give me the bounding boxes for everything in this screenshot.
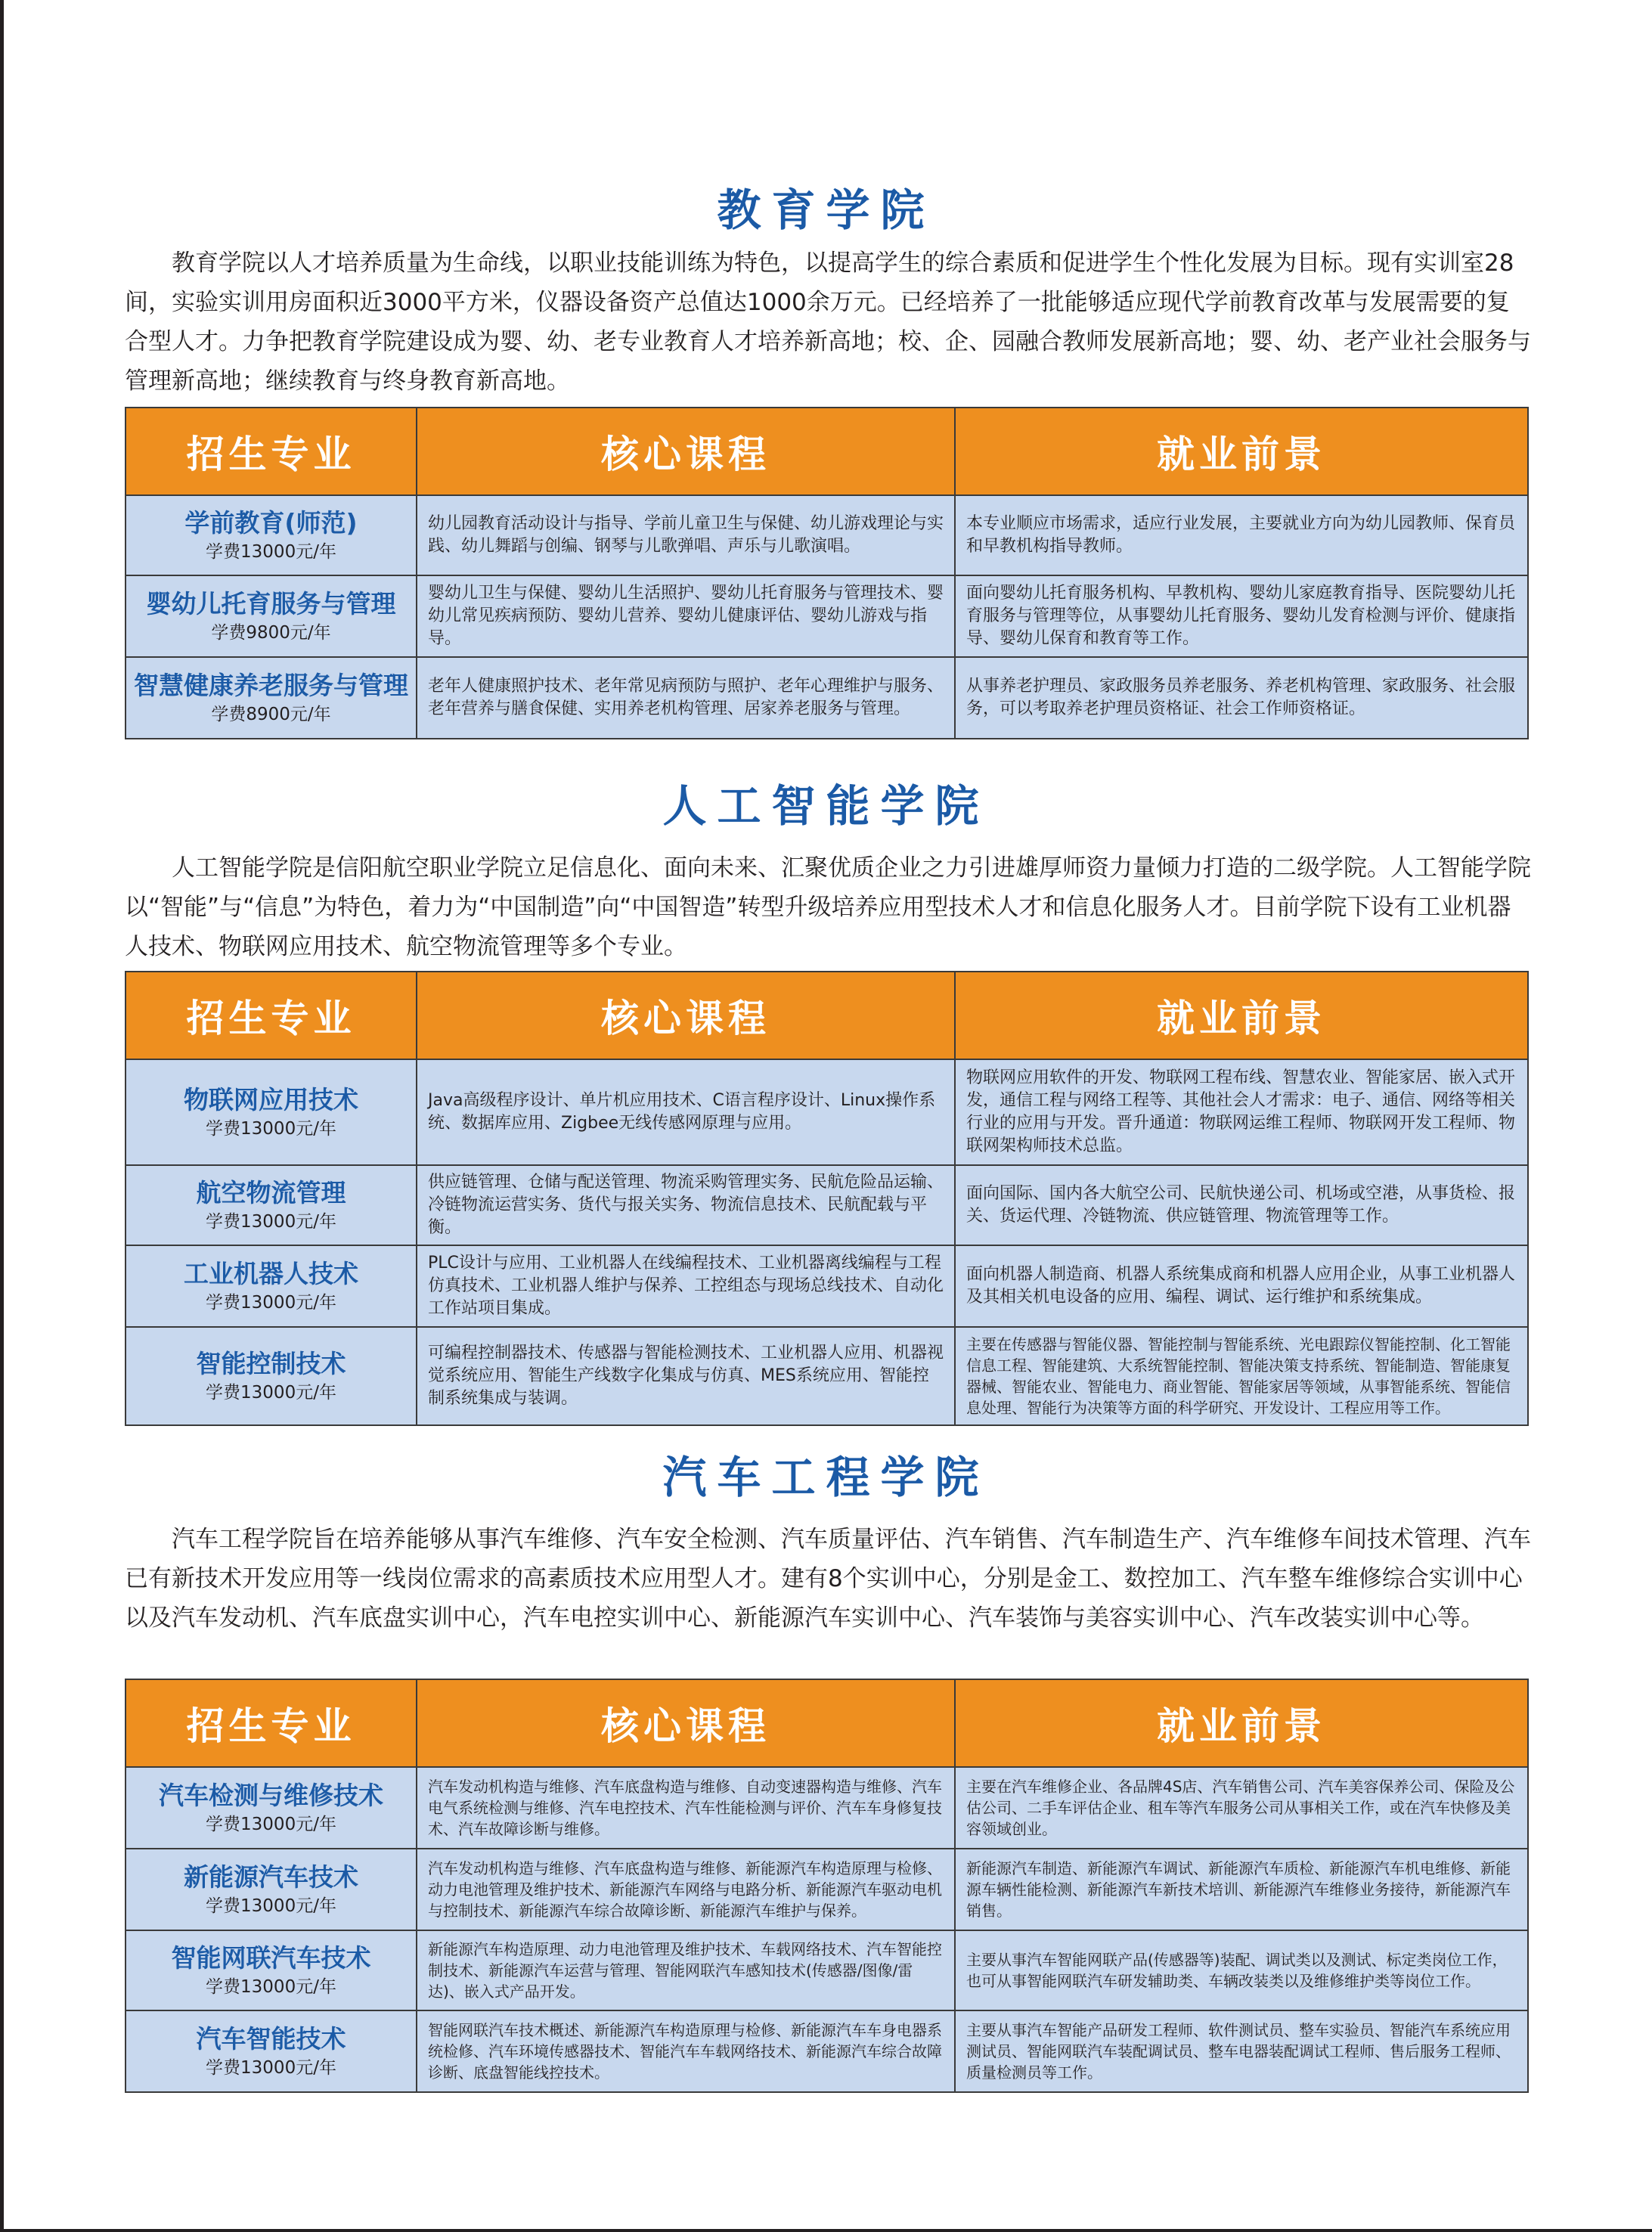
job-cell: 新能源汽车制造、新能源汽车调试、新能源汽车质检、新能源汽车机电维修、新能源车辆性能检测、新能源汽车新技术培训、新能源汽车维修业务接待，新能源汽车销售。 (955, 1849, 1528, 1930)
major-cell (126, 1059, 417, 1165)
table-row (126, 1930, 1528, 2010)
major-name: 智能控制技术 (196, 1349, 346, 1378)
header-course: 核心课程 (417, 972, 955, 1059)
major-cell (126, 2010, 417, 2092)
course-cell: PLC设计与应用、工业机器人在线编程技术、工业机器离线编程与工程仿真技术、工业机器人维护与保养、工控组态与现场总线技术、自动化工作站项目集成。 (417, 1245, 955, 1327)
job-cell: 面向国际、国内各大航空公司、民航快递公司、机场或空港，从事货检、报关、货运代理、冷链物流、供应链管理、物流管理等工作。 (955, 1165, 1528, 1245)
major-name: 航空物流管理 (196, 1178, 346, 1207)
job-cell: 本专业顺应市场需求，适应行业发展，主要就业方向为幼儿园教师、保育员和早教机构指导教师。 (955, 495, 1528, 575)
major-name: 工业机器人技术 (184, 1259, 358, 1288)
major-table (125, 971, 1529, 1426)
course-cell: 汽车发动机构造与维修、汽车底盘构造与维修、新能源汽车构造原理与检修、动力电池管理及维护技术、新能源汽车网络与电路分析、新能源汽车驱动电机与控制技术、新能源汽车综合故障诊断、新能源汽车维护与保养。 (417, 1849, 955, 1930)
section-intro: 人工智能学院是信阳航空职业学院立足信息化、面向未来、汇聚优质企业之力引进雄厚师资力量倾力打造的二级学院。人工智能学院以“智能”与“信息”为特色，着力为“中国制造”向“中国智造”转型升级培养应用型技术人才和信息化服务人才。目前学院下设有工业机器人技术、物联网应用技术、航空物流管理等多个专业。 (125, 854, 1531, 960)
table-row (126, 1059, 1528, 1165)
job-cell: 从事养老护理员、家政服务员养老服务、养老机构管理、家政服务、社会服务，可以考取养老护理员资格证、社会工作师资格证。 (955, 657, 1528, 739)
job-cell: 物联网应用软件的开发、物联网工程布线、智慧农业、智能家居、嵌入式开发，通信工程与网络工程等、其他社会人才需求：电子、通信、网络等相关行业的应用与开发。晋升通道：物联网运维工程师、物联网开发工程师、物联网架构师技术总监。 (955, 1059, 1528, 1165)
header-course: 核心课程 (417, 1679, 955, 1767)
course-cell: 汽车发动机构造与维修、汽车底盘构造与维修、自动变速器构造与维修、汽车电气系统检测与维修、汽车电控技术、汽车性能检测与评价、汽车车身修复技术、汽车故障诊断与维修。 (417, 1767, 955, 1849)
major-fee: 学费13000元/年 (206, 1896, 336, 1916)
course-cell: 幼儿园教育活动设计与指导、学前儿童卫生与保健、幼儿游戏理论与实践、幼儿舞蹈与创编、钢琴与儿歌弹唱、声乐与儿歌演唱。 (417, 495, 955, 575)
major-fee: 学费13000元/年 (206, 1977, 336, 1997)
bottom-border (0, 2229, 1652, 2232)
major-name: 智慧健康养老服务与管理 (134, 671, 408, 700)
major-fee: 学费8900元/年 (211, 705, 331, 724)
table-header (126, 972, 1528, 1059)
major-fee: 学费13000元/年 (206, 2058, 336, 2078)
section-title: 人工智能学院 (662, 780, 990, 832)
job-cell: 面向婴幼儿托育服务机构、早教机构、婴幼儿家庭教育指导、医院婴幼儿托育服务与管理等位，从事婴幼儿托育服务、婴幼儿发育检测与评价、健康指导、婴幼儿保育和教育等工作。 (955, 575, 1528, 657)
major-name: 智能网联汽车技术 (171, 1943, 371, 1973)
header-job: 就业前景 (955, 972, 1528, 1059)
section-intro: 教育学院以人才培养质量为生命线，以职业技能训练为特色，以提高学生的综合素质和促进学生个性化发展为目标。现有实训室28间，实验实训用房面积近3000平方米，仪器设备资产总值达1000余万元。已经培养了一批能够适应现代学前教育改革与发展需要的复合型人才。力争把教育学院建设成为婴、幼、老专业教育人才培养新高地；校、企、园融合教师发展新高地；婴、幼、老产业社会服务与管理新高地；继续教育与终身教育新高地。 (125, 250, 1531, 395)
job-cell: 主要从事汽车智能网联产品(传感器等)装配、调试类以及测试、标定类岗位工作，也可从事智能网联汽车研发辅助类、车辆改装类以及维修维护类等岗位工作。 (955, 1930, 1528, 2010)
course-cell: Java高级程序设计、单片机应用技术、C语言程序设计、Linux操作系统、数据库应用、Zigbee无线传感网原理与应用。 (417, 1059, 955, 1165)
major-name: 学前教育(师范) (184, 508, 358, 538)
job-cell: 主要在传感器与智能仪器、智能控制与智能系统、光电跟踪仪智能控制、化工智能信息工程、智能建筑、大系统智能控制、智能决策支持系统、智能制造、智能康复器械、智能农业、智能电力、商业智能、智能家居等领域，从事智能系统、智能信息处理、智能行为决策等方面的科学研究、开发设计、工程应用等工作。 (955, 1327, 1528, 1425)
major-cell (126, 1327, 417, 1425)
major-fee: 学费13000元/年 (206, 1119, 336, 1139)
major-cell (126, 1767, 417, 1849)
major-cell (126, 495, 417, 575)
job-cell: 主要从事汽车智能产品研发工程师、软件测试员、整车实验员、智能汽车系统应用测试员、智能网联汽车装配调试员、整车电器装配调试工程师、售后服务工程师、质量检测员等工作。 (955, 2010, 1528, 2092)
table-row (126, 1165, 1528, 1245)
table-row (126, 1849, 1528, 1930)
major-cell (126, 1849, 417, 1930)
header-job: 就业前景 (955, 1679, 1528, 1767)
major-name: 物联网应用技术 (184, 1085, 358, 1114)
job-cell: 主要在汽车维修企业、各品牌4S店、汽车销售公司、汽车美容保养公司、保险及公估公司、二手车评估企业、租车等汽车服务公司从事相关工作，或在汽车快修及美容领域创业。 (955, 1767, 1528, 1849)
major-name: 新能源汽车技术 (184, 1862, 358, 1892)
major-table (125, 407, 1529, 739)
major-fee: 学费13000元/年 (206, 1815, 336, 1834)
table-row (126, 495, 1528, 575)
course-cell: 智能网联汽车技术概述、新能源汽车构造原理与检修、新能源汽车车身电器系统检修、汽车环境传感器技术、智能汽车车载网络技术、新能源汽车综合故障诊断、底盘智能线控技术。 (417, 2010, 955, 2092)
major-fee: 学费13000元/年 (206, 1293, 336, 1313)
course-cell: 婴幼儿卫生与保健、婴幼儿生活照护、婴幼儿托育服务与管理技术、婴幼儿常见疾病预防、婴幼儿营养、婴幼儿健康评估、婴幼儿游戏与指导。 (417, 575, 955, 657)
major-name: 汽车检测与维修技术 (159, 1781, 383, 1810)
left-border (0, 0, 4, 2232)
major-cell (126, 1245, 417, 1327)
header-job: 就业前景 (955, 408, 1528, 495)
major-name: 汽车智能技术 (196, 2024, 346, 2054)
table-row (126, 1767, 1528, 1849)
major-cell (126, 1165, 417, 1245)
table-header (126, 408, 1528, 495)
major-fee: 学费13000元/年 (206, 1383, 336, 1403)
major-cell (126, 575, 417, 657)
section-title: 教育学院 (717, 184, 935, 236)
header-major: 招生专业 (126, 408, 417, 495)
header-course: 核心课程 (417, 408, 955, 495)
major-fee: 学费9800元/年 (211, 623, 331, 643)
course-cell: 老年人健康照护技术、老年常见病预防与照护、老年心理维护与服务、老年营养与膳食保健、实用养老机构管理、居家养老服务与管理。 (417, 657, 955, 739)
course-cell: 供应链管理、仓储与配送管理、物流采购管理实务、民航危险品运输、冷链物流运营实务、货代与报关实务、物流信息技术、民航配载与平衡。 (417, 1165, 955, 1245)
section-intro: 汽车工程学院旨在培养能够从事汽车维修、汽车安全检测、汽车质量评估、汽车销售、汽车制造生产、汽车维修车间技术管理、汽车已有新技术开发应用等一线岗位需求的高素质技术应用型人才。建有8个实训中心，分别是金工、数控加工、汽车整车维修综合实训中心以及汽车发动机、汽车底盘实训中心，汽车电控实训中心、新能源汽车实训中心、汽车装饰与美容实训中心、汽车改装实训中心等。 (125, 1526, 1531, 1632)
major-cell (126, 1930, 417, 2010)
table-row (126, 1245, 1528, 1327)
major-fee: 学费13000元/年 (206, 1212, 336, 1232)
table-row (126, 1327, 1528, 1425)
table-row (126, 2010, 1528, 2092)
major-table (125, 1679, 1529, 2093)
major-cell (126, 657, 417, 739)
table-row (126, 657, 1528, 739)
table-row (126, 575, 1528, 657)
course-cell: 新能源汽车构造原理、动力电池管理及维护技术、车载网络技术、汽车智能控制技术、新能源汽车运营与管理、智能网联汽车感知技术(传感器/图像/雷达)、嵌入式产品开发。 (417, 1930, 955, 2010)
job-cell: 面向机器人制造商、机器人系统集成商和机器人应用企业，从事工业机器人及其相关机电设备的应用、编程、调试、运行维护和系统集成。 (955, 1245, 1528, 1327)
major-fee: 学费13000元/年 (206, 542, 336, 562)
major-name: 婴幼儿托育服务与管理 (146, 589, 396, 618)
course-cell: 可编程控制器技术、传感器与智能检测技术、工业机器人应用、机器视觉系统应用、智能生产线数字化集成与仿真、MES系统应用、智能控制系统集成与装调。 (417, 1327, 955, 1425)
header-major: 招生专业 (126, 1679, 417, 1767)
section-title: 汽车工程学院 (662, 1452, 990, 1503)
table-header (126, 1679, 1528, 1767)
header-major: 招生专业 (126, 972, 417, 1059)
